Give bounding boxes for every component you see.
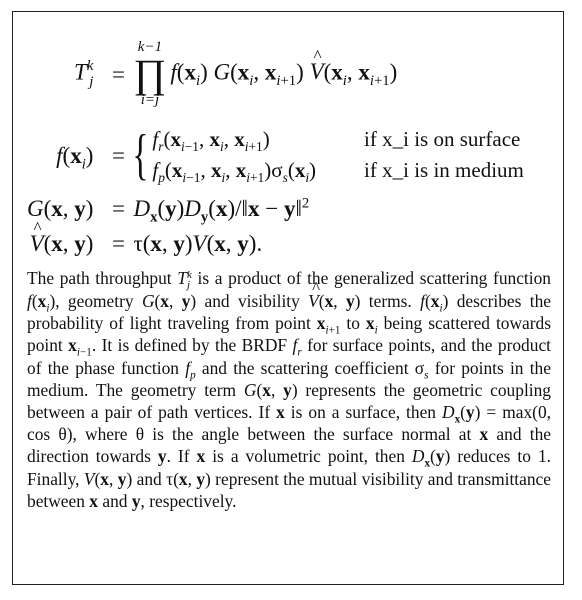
product-upper-limit: k−1 bbox=[137, 39, 163, 55]
equation-visibility-term bbox=[27, 226, 526, 260]
eq2-rhs bbox=[133, 120, 525, 190]
product-lower-limit: i=j bbox=[140, 92, 160, 108]
eq2-equals: = bbox=[111, 142, 125, 168]
eq4-lhs: ^ V(x, y) bbox=[27, 226, 103, 260]
eq3-lhs: G(x, y) bbox=[27, 195, 94, 221]
equation-box bbox=[12, 11, 564, 585]
case-medium: $f_p(x_{i-1}$, $x_i$, $x_{i+1})\sigma_s(x_i)$ if x_i is in medium bbox=[152, 158, 524, 186]
case-surface-condition: if x_i is on surface bbox=[364, 127, 521, 151]
case-medium-condition: if x_i is in medium bbox=[364, 158, 524, 182]
product-operator bbox=[133, 39, 166, 109]
eq4-rhs: τ(x, y)V(x, y). bbox=[133, 230, 263, 256]
eq2-lhs: $f(x_i)$ bbox=[56, 142, 94, 173]
eq3-rhs: $D_x(y)D_y(x)/‖x$ − y‖$^2$ bbox=[133, 194, 310, 226]
equation-scattering-function bbox=[27, 120, 526, 190]
left-brace: { bbox=[132, 124, 149, 186]
equation-geometry-term bbox=[27, 190, 526, 226]
cases-table bbox=[150, 123, 526, 187]
eq1-equals: = bbox=[111, 61, 125, 87]
eq1-lhs-sub: j bbox=[89, 74, 94, 90]
equation-block bbox=[27, 28, 526, 260]
figure-caption: The path throughput T k j is a product of the generalized scattering function $f(x_i)$, geometry G(x, y) and visibility ^ V(x, y) terms. $f(x_i)$ describes the probability of light traveling from point $x_{i+1}$ to $x_i$ being scattered towards point $x_{i-1}$. It is defined by the BRDF $f_r$ for surface points, and the product of the phase function $f_p$ and the scattering coefficient $\sigma_s$ for points in the medium. The geometry term G(x, y) represents the geometric coupling between a pair of path vertices. If x is on a surface, then $D_x(y) = \max(0$, cos θ), where θ is the angle between the surface normal at x and the direction towards y. If x is a volumetric point, then $D_x(y)$ reduces to 1. Finally, V(x, y) and τ(x, y) represent the mutual visibility and transmittance between x and y, respectively. bbox=[27, 267, 551, 512]
product-symbol: ∏ bbox=[133, 51, 167, 96]
equation-path-throughput bbox=[27, 28, 526, 120]
eq1-rhs: k−1 ∏ i=j $f(x_i)$ $G(x_i$, $x_{i+1}$) ^ $V(x_i$, $x_{i+1}$) bbox=[133, 28, 525, 120]
eq3-equals: = bbox=[111, 195, 125, 221]
eq4-equals: = bbox=[111, 230, 125, 256]
eq1-lhs-sup: k bbox=[86, 58, 94, 74]
case-surface: $f_r(x_{i-1}$, $x_i$, $x_{i+1}$) if x_i is on surface bbox=[152, 125, 524, 154]
eq1-lhs-symbol: T bbox=[74, 59, 87, 85]
